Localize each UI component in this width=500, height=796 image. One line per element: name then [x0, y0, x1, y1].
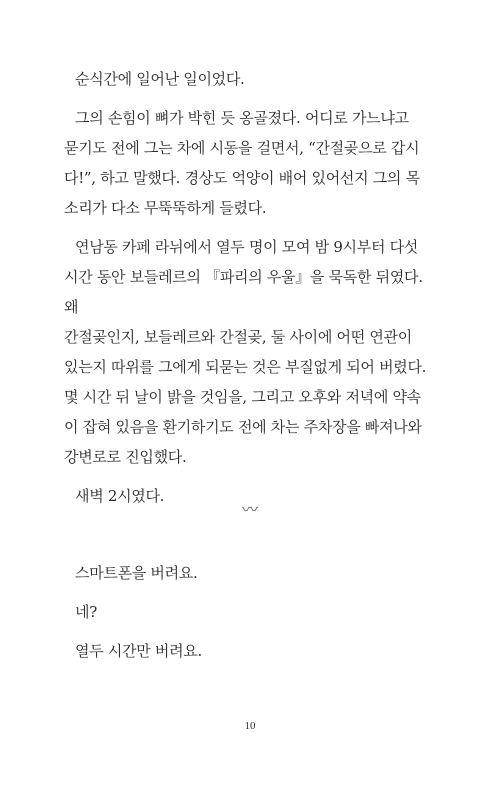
- paragraph-1: 순식간에 일어난 일이었다.: [75, 70, 245, 88]
- paragraph-3: 연남동 카페 라뉘에서 열두 명이 모여 밤 9시부터 다섯 시간 동안 보들레르의 『파리의 우울』을 묵독한 뒤였다. 왜 간절곶인지, 보들레르와 간절곶, 둘 사이에 어떤 연관이 있는지 따위를 그에게 되묻는 것은 부질없게 되어 버렸다. 몇 시간 뒤 날이 밝을 것임을, 그리고 오후와 저녁에 약속 이 잡혀 있음을 환기하기도 전에 차는 주차장을 빠져나와 강변로로 진입했다.: [64, 238, 427, 466]
- dialogue-line-3: 열두 시간만 버려요.: [75, 642, 202, 660]
- paragraph-2: 그의 손힘이 뼈가 박힌 듯 옹골졌다. 어디로 가느냐고 묻기도 전에 그는 차에 시동을 걸면서, “간절곶으로 갑시 다!”, 하고 말했다. 경상도 억양이 배어 있어선지 그의 목 소리가 다소 무뚝뚝하게 들렸다.: [64, 109, 420, 217]
- body-text-section-2: [64, 558, 440, 666]
- page-number: 10: [244, 720, 256, 732]
- dialogue-line-1: 스마트폰을 버려요.: [75, 564, 198, 582]
- dialogue-line-2: 네?: [75, 603, 97, 621]
- section-break-ornament: 〰: [241, 500, 258, 519]
- body-text-section-1: [64, 64, 440, 511]
- paragraph-4: 새벽 2시였다.: [75, 487, 165, 505]
